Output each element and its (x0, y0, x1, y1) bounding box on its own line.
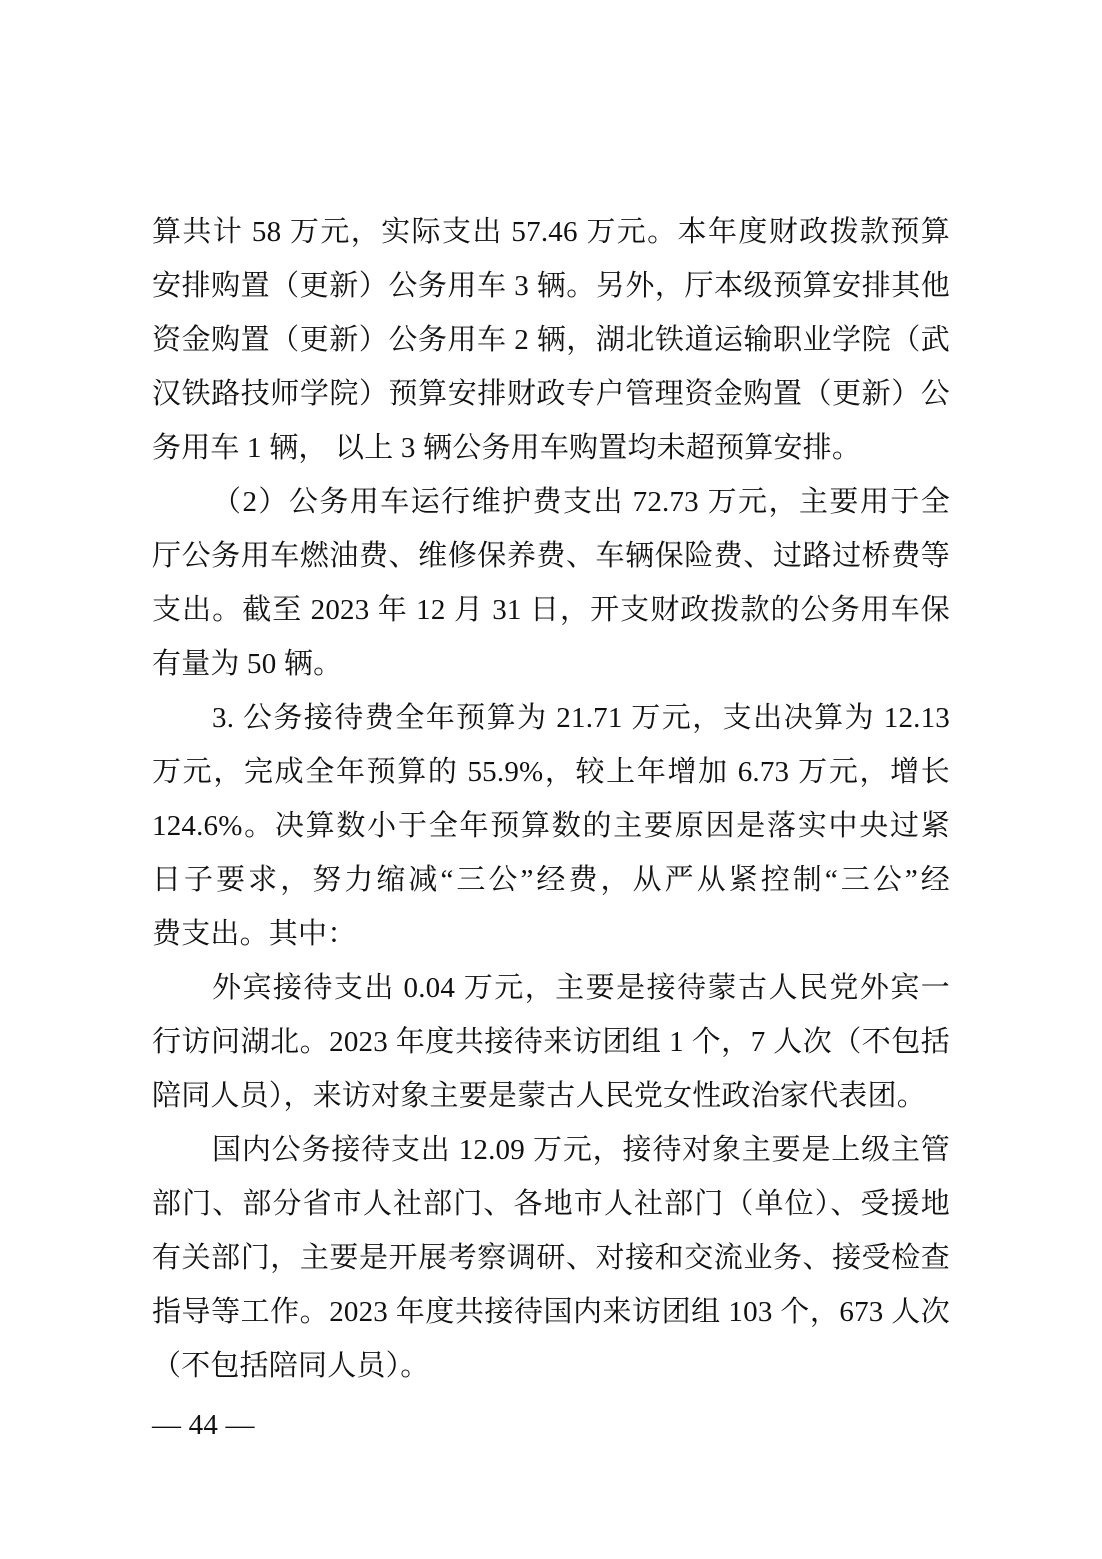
text-line: 支出。截至 2023 年 12 月 31 日，开支财政拨款的公务用车保 (152, 594, 950, 626)
text-line: 算共计 58 万元，实际支出 57.46 万元。本年度财政拨款预算 (152, 216, 950, 248)
text-line: 厅公务用车燃油费、维修保养费、车辆保险费、过路过桥费等 (152, 540, 950, 572)
text-line: （2）公务用车运行维护费支出 72.73 万元，主要用于全 (212, 486, 950, 518)
text-line: 费支出。其中： (152, 918, 357, 950)
text-line: 万元，完成全年预算的 55.9%，较上年增加 6.73 万元，增长 (152, 756, 950, 788)
text-content (152, 205, 950, 1393)
text-line: 国内公务接待支出 12.09 万元，接待对象主要是上级主管 (212, 1134, 950, 1166)
text-line: 安排购置（更新）公务用车 3 辆。另外，厅本级预算安排其他 (152, 270, 950, 302)
text-line: 汉铁路技师学院）预算安排财政专户管理资金购置（更新）公 (152, 378, 950, 410)
text-line: 务用车 1 辆， 以上 3 辆公务用车购置均未超预算安排。 (152, 432, 862, 464)
page-number: — 44 — (152, 1409, 255, 1441)
text-line: 3. 公务接待费全年预算为 21.71 万元，支出决算为 12.13 (212, 702, 950, 734)
text-line: 指导等工作。2023 年度共接待国内来访团组 103 个，673 人次 (152, 1296, 950, 1328)
text-line: （不包括陪同人员）。 (152, 1350, 430, 1382)
text-line: 行访问湖北。2023 年度共接待来访团组 1 个，7 人次（不包括 (152, 1026, 950, 1058)
text-line: 日子要求，努力缩减“三公”经费，从严从紧控制“三公”经 (152, 864, 950, 896)
text-line: 外宾接待支出 0.04 万元，主要是接待蒙古人民党外宾一 (212, 972, 950, 1004)
text-line: 资金购置（更新）公务用车 2 辆，湖北铁道运输职业学院（武 (152, 324, 950, 356)
text-line: 陪同人员），来访对象主要是蒙古人民党女性政治家代表团。 (152, 1080, 926, 1112)
text-line: 124.6%。决算数小于全年预算数的主要原因是落实中央过紧 (152, 810, 950, 842)
text-line: 部门、部分省市人社部门、各地市人社部门（单位）、受援地 (152, 1188, 950, 1220)
text-line: 有量为 50 辆。 (152, 648, 343, 680)
text-line: 有关部门，主要是开展考察调研、对接和交流业务、接受检查 (152, 1242, 950, 1274)
